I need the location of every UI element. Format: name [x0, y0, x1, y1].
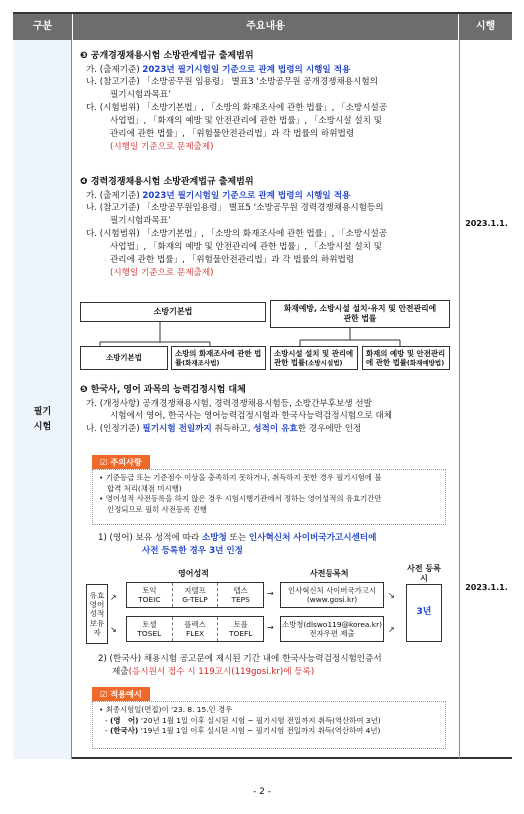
arrow-icon: ↗ [388, 625, 395, 634]
arrow-icon: ↘ [110, 625, 117, 634]
caution-line: • 기준등급 또는 기준점수 이상을 충족하지 못하거나, 취득하지 못한 경우 필기시험에 불 [99, 473, 382, 482]
header-content: 주요내용 [72, 14, 459, 40]
page-number: - 2 - [253, 787, 271, 797]
date-column [459, 40, 512, 759]
diagram-box-1: 소방기본법 [80, 346, 168, 370]
arrow-right-icon: → [267, 589, 274, 598]
flow-header-result: 사전 등록시 [407, 564, 441, 583]
diagram-top-left: 소방기본법 [80, 302, 266, 322]
header-date: 시행 [475, 21, 496, 32]
caution-line: • 영어성적 사전등록을 하지 않은 경우 시험시행기관에서 정하는 영어성적의 유효기간만 [99, 494, 382, 504]
date-1: 2023.1.1. [465, 219, 508, 228]
example-box [92, 701, 446, 749]
flow-holder: 유효 영어 성적 보유 자 [86, 584, 108, 644]
section-5-b: 나. (인정기준) 필기시험 전일까지 취득하고, 성적이 유효한 경우에만 인정 [86, 424, 362, 435]
section-3-c: 다. (시험범위) 「소방기본법」, 「소방의 화재조사에 관한 법률」, 「소방시설공 사업법」, 「화재의 예방 및 안전관리에 관한 법률」, 「소방시설 설치 및 관리에 관한 법률」, 「위험물안전관리법」과 각 법률의 하위법령 (시행일 기준으로 문제출제) [86, 103, 388, 152]
arrow-icon: ↘ [388, 591, 395, 600]
section-4-title: ❹ 경력경쟁채용시험 소방관계법규 출제범위 [80, 177, 254, 187]
diagram-top-right: 화재예방, 소방시설 설치·유지 및 안전관리에 관한 법률 [270, 300, 450, 328]
flow-result: 3년 [406, 584, 442, 642]
diagram-box-2: 소방의 화재조사에 관한 법률(화재조사법) [171, 346, 266, 370]
section-4-a: 가. (출제기준) 2023년 필기시험일 기준으로 관계 법령의 시행일 적용 [86, 190, 351, 201]
section-3-title: ❸ 공개경쟁채용시험 소방관계법규 출제범위 [80, 51, 254, 61]
caution-line: 합격 처리(채점 미시행) [107, 483, 182, 493]
flow-scores-row-1: 토익 TOEIC 지텔프 G-TELP 텝스 TEPS [126, 582, 264, 608]
section-3-a: 가. (출제기준) 2023년 필기시험일 기준으로 관계 법령의 시행일 적용 [86, 64, 351, 75]
flow-header-scores: 영어성적 [178, 569, 209, 578]
section-5-a: 가. (개정사항) 공개경쟁채용시험, 경력경쟁채용시험등, 소방간부후보생 선발 시험에서 영어, 한국사는 영어능력검정시험과 한국사능력검정시험으로 대체 [86, 398, 393, 422]
arrow-right-icon: → [267, 623, 274, 632]
flow-reg-nfa: 소방청(dlswo119@korea.kr) 전자우편 제출 [280, 616, 384, 642]
section-3-b: 나. (참고기준) 「소방공무원 임용령」 별표3 ‘소방공무원 공개경쟁채용시험의 필기시험과목표’ [86, 77, 378, 101]
section-4 [80, 176, 456, 280]
section-4-c: 다. (시험범위) 「소방기본법」, 「소방의 화재조사에 관한 법률」, 「소방시설공 사업법」, 「화재의 예방 및 안전관리에 관한 법률」, 「소방시설 설치 및 관리에 관한 법률」, 「위험물안전관리법」과 각 법률의 하위법령 (시행일 기준으로 문제출제) [86, 229, 388, 278]
diagram-box-4: 화재의 예방 및 안전관리에 관한 법률(화재예방법) [362, 346, 450, 370]
section-5-title: ❺ 한국사, 영어 과목의 능력검정시험 대체 [80, 385, 246, 395]
table-header [13, 14, 512, 40]
header-category: 구분 [32, 21, 53, 32]
korean-history-rule: 2) (한국사) 채용시험 공고문에 제시된 기간 내에 한국사능력검정시험인증서 제출(응시원서 접수 시 119고시(119gosi.kr)에 등록) [98, 654, 382, 677]
category-column [13, 40, 72, 759]
date-2: 2023.1.1. [465, 583, 508, 592]
category-line: 필기 [33, 407, 52, 417]
section-4-b: 나. (참고기준) 「소방공무원임용령」 별표5 ‘소방공무원 경력경쟁채용시험등의 필기시험과목표’ [86, 203, 384, 227]
flow-header-registration: 사전등록처 [310, 569, 349, 578]
example-line: - (영 어) ‘20년 1월 1일 이후 실시된 시험 ~ 필기시험 전일까지 취득(역산하여 3년) [105, 715, 381, 725]
example-tag: ☑ 적용예시 [92, 687, 150, 701]
english-rule: 1) (영어) 보유 성적에 따라 소방청 또는 인사혁신처 사이버국가고시센터에 사전 등록한 경우 3년 인정 [98, 533, 377, 556]
law-diagram [80, 300, 450, 372]
flow-reg-gosi: 인사혁신처 사이버국가고시 (www.gosi.kr) [280, 582, 384, 608]
example-line: • 최종시험일(면접)이 ‘23. 8. 15.인 경우 [99, 705, 233, 714]
caution-line: 인정되므로 필히 사전등록 진행 [107, 505, 207, 515]
caution-box [92, 469, 446, 525]
flow-scores-row-2: 토셀 TOSEL 플렉스 FLEX 토플 TOEFL [126, 616, 264, 642]
category-label [13, 405, 72, 435]
section-3 [80, 50, 456, 154]
english-flow [86, 564, 446, 648]
arrow-icon: ↗ [110, 593, 117, 602]
section-5 [80, 384, 456, 436]
example-line: - (한국사) ‘19년 1월 1일 이후 실시된 시험 ~ 필기시험 전일까지 취득(역산하여 4년) [105, 726, 381, 736]
category-line: 시험 [33, 422, 52, 432]
diagram-box-3: 소방시설 설치 및 관리에 관한 법률(소방시설법) [270, 346, 358, 370]
caution-tag: ☑ 주의사항 [92, 455, 150, 469]
